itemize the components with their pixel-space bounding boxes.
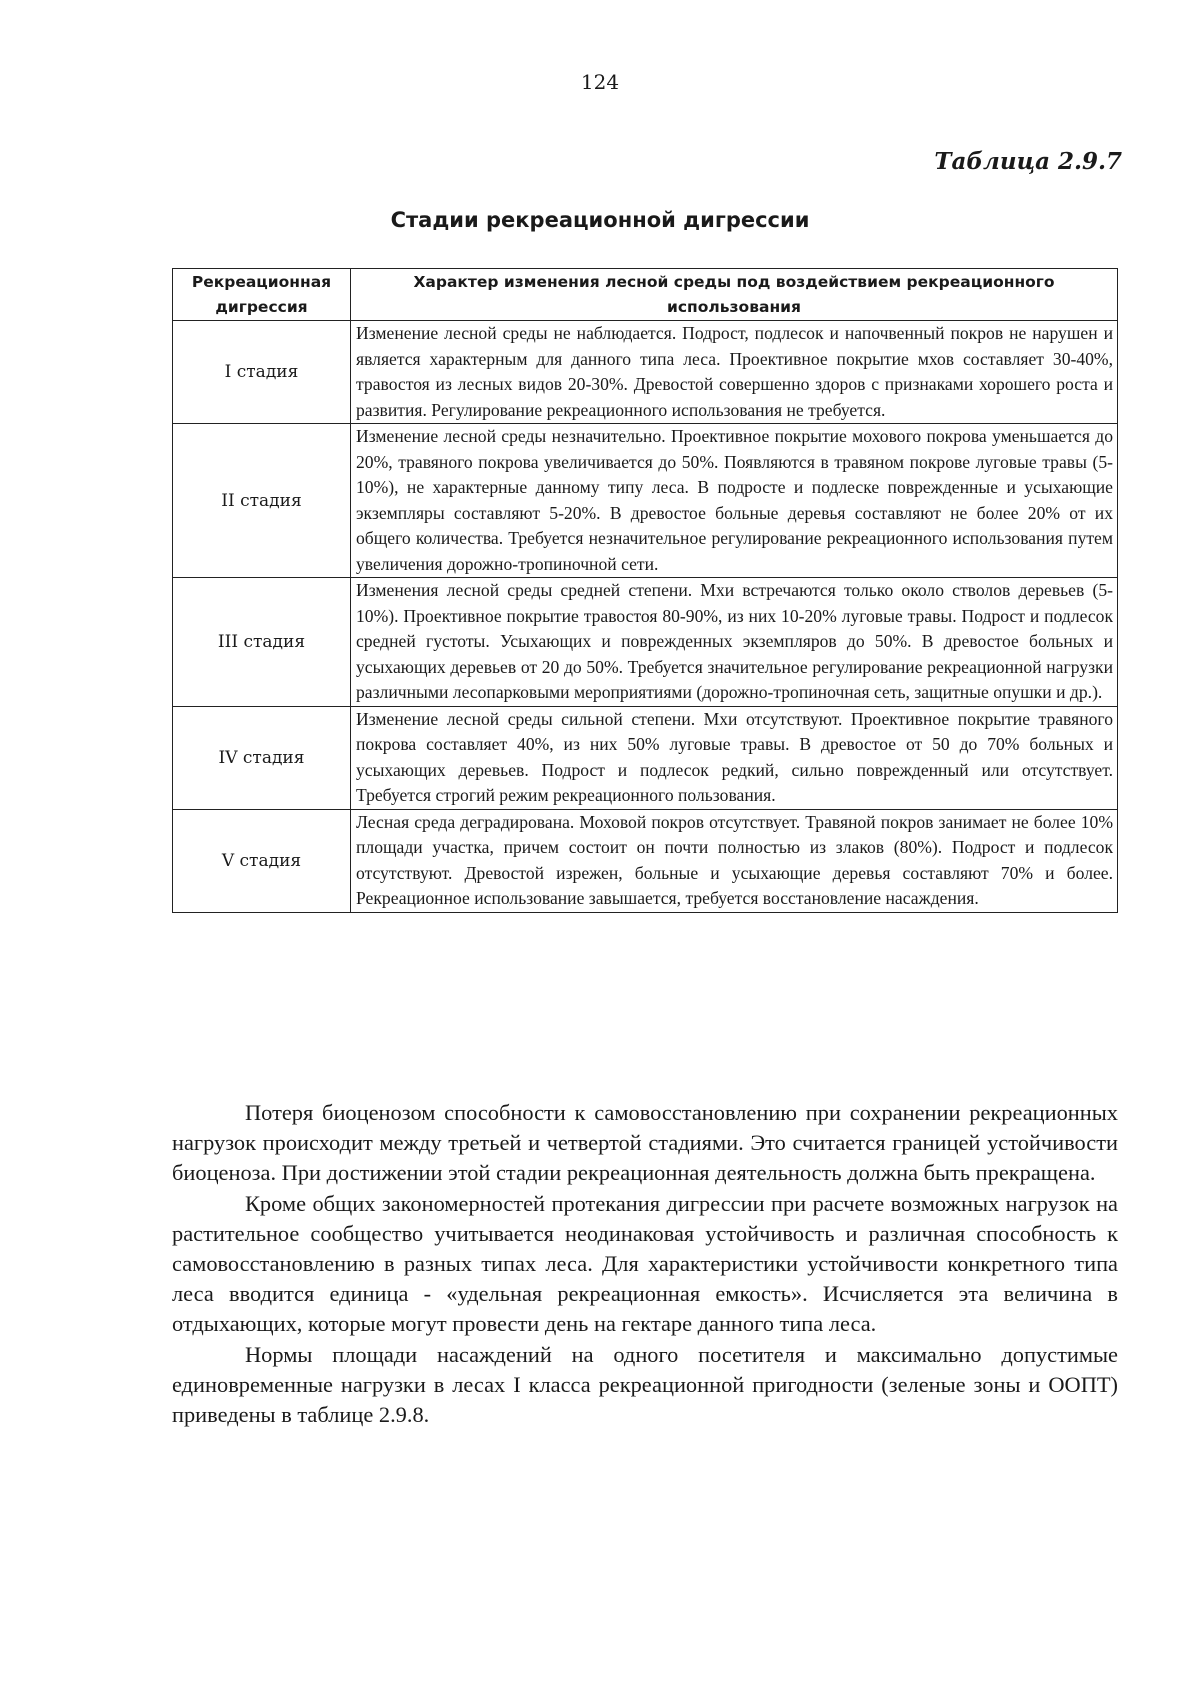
- stage-cell: II стадия: [173, 424, 351, 578]
- header-description: Характер изменения лесной среды под воздействием рекреационного использования: [351, 269, 1118, 321]
- table-header-row: [173, 269, 1118, 321]
- description-cell: Изменение лесной среды незначительно. Проективное покрытие мохового покрова уменьшается до 20%, травяного покрова увеличивается до 50%. Появляются в травяном покрове луговые травы (5-10%), не характерные данному типу леса. В подросте и подлеске поврежденные и усыхающие экземпляры составляют 5-20%. В древостое больные деревья составляют не более 20% от их общего количества. Требуется незначительное регулирование рекреационного использования путем увеличения дорожно-тропиночной сети.: [351, 424, 1118, 578]
- paragraph: Потеря биоценозом способности к самовосстановлению при сохранении рекреационных нагрузок происходит между третьей и четвертой стадиями. Это считается границей устойчивости биоценоза. При достижении этой стадии рекреационная деятельность должна быть прекращена.: [172, 1100, 1118, 1186]
- table-row: [173, 809, 1118, 912]
- description-cell: Изменения лесной среды средней степени. Мхи встречаются только около стволов деревьев (5-10%). Проективное покрытие травостоя 80-90%, из них 10-20% луговые травы. Подрост и подлесок средней густоты. Усыхающих и поврежденных экземпляров до 50%. В древостое больных и усыхающих деревьев от 20 до 50%. Требуется значительное регулирование рекреационной нагрузки различными лесопарковыми мероприятиями (дорожно-тропиночная сеть, защитные опушки и др.).: [351, 578, 1118, 707]
- paragraph: Кроме общих закономерностей протекания дигрессии при расчете возможных нагрузок на растительное сообщество учитывается неодинаковая устойчивость и различная способность к самовосстановлению в разных типах леса. Для характеристики устойчивости конкретного типа леса вводится единица - «удельная рекреационная емкость». Исчисляется эта величина в отдыхающих, которые могут провести день на гектаре данного типа леса.: [172, 1190, 1118, 1337]
- table-row: [173, 424, 1118, 578]
- table-title: Стадии рекреационной дигрессии: [390, 208, 810, 232]
- table-row: [173, 321, 1118, 424]
- digression-stages-table: [172, 268, 1118, 913]
- header-stage: Рекреационная дигрессия: [173, 269, 351, 321]
- table-row: [173, 578, 1118, 707]
- body-text: [172, 1098, 1118, 1430]
- description-cell: Изменение лесной среды не наблюдается. Подрост, подлесок и напочвенный покров не нарушен и является характерным для данного типа леса. Проективное покрытие мхов составляет 30-40%, травостоя из лесных видов 20-30%. Древостой совершенно здоров с признаками хорошего роста и развития. Регулирование рекреационного использования не требуется.: [351, 321, 1118, 424]
- stage-cell: V стадия: [173, 809, 351, 912]
- stage-cell: III стадия: [173, 578, 351, 707]
- table-label: Таблица 2.9.7: [934, 148, 1122, 175]
- stage-cell: I стадия: [173, 321, 351, 424]
- stage-cell: IV стадия: [173, 706, 351, 809]
- page-number: 124: [580, 70, 620, 94]
- paragraph: Нормы площади насаждений на одного посетителя и максимально допустимые единовременные нагрузки в лесах I класса рекреационной пригодности (зеленые зоны и ООПТ) приведены в таблице 2.9.8.: [172, 1341, 1118, 1428]
- table-row: [173, 706, 1118, 809]
- description-cell: Изменение лесной среды сильной степени. Мхи отсутствуют. Проективное покрытие травяного покрова составляет 40%, из них 50% луговые травы. В древостое от 50 до 70% больных и усыхающих деревьев. Подрост и подлесок редкий, сильно поврежденный или отсутствует. Требуется строгий режим рекреационного пользования.: [351, 706, 1118, 809]
- description-cell: Лесная среда деградирована. Моховой покров отсутствует. Травяной покров занимает не более 10% площади участка, причем состоит он почти полностью из злаков (80%). Подрост и подлесок отсутствуют. Древостой изрежен, больные и усыхающие деревья составляют 70% и более. Рекреационное использование завышается, требуется восстановление насаждения.: [351, 809, 1118, 912]
